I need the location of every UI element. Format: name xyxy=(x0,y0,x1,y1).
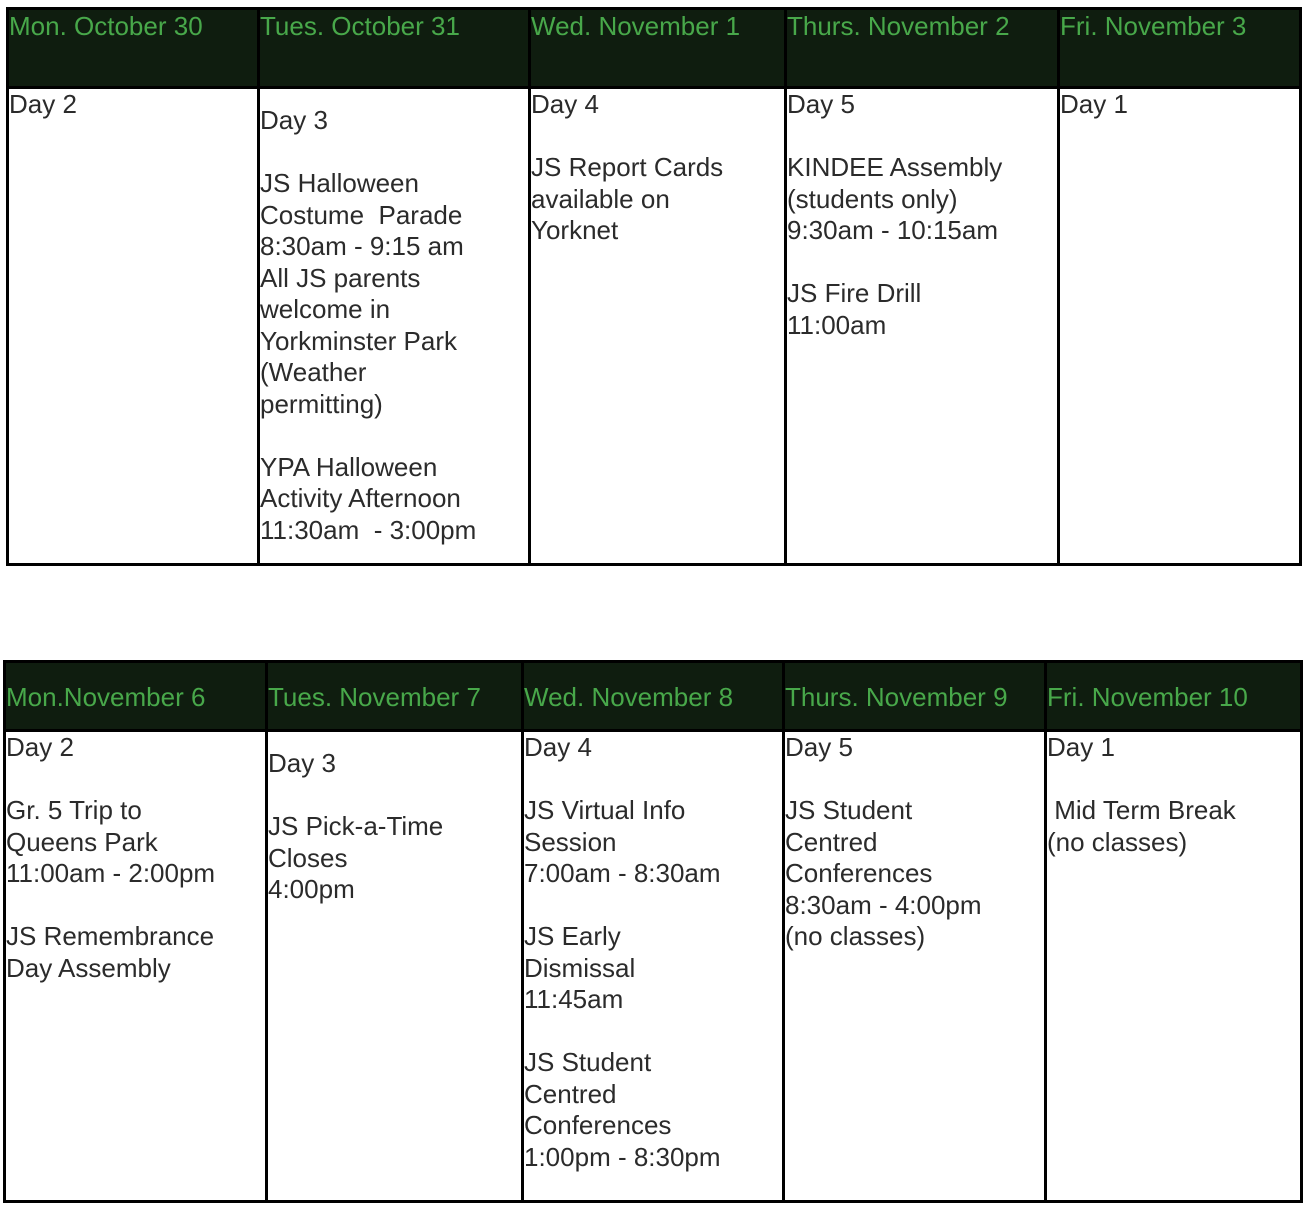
event-text-line: Mid Term Break xyxy=(1047,795,1236,825)
day-cell xyxy=(530,88,786,565)
event-text-line: Yorknet xyxy=(531,215,619,245)
event-text-line: 11:00am - 2:00pm xyxy=(6,858,216,888)
day-number-label: Day 4 xyxy=(524,732,592,762)
event-text-line: 8:30am - 9:15 am xyxy=(260,231,464,261)
day-cell xyxy=(523,731,784,1202)
day-header-thu-nov-2: Thurs. November 2 xyxy=(786,9,1059,88)
calendar-event xyxy=(260,452,528,547)
header-row xyxy=(8,9,1301,88)
events-row xyxy=(5,731,1302,1202)
calendar-event xyxy=(524,921,782,1016)
event-text-line: 9:30am - 10:15am xyxy=(787,215,999,245)
event-text-line: 11:00am xyxy=(787,309,887,340)
event-text-line: Costume Parade xyxy=(260,199,463,230)
event-text-line: Closes xyxy=(268,842,348,873)
event-text-line: JS Report Cards xyxy=(531,152,724,182)
event-text-line: 7:00am - 8:30am xyxy=(524,858,721,888)
event-text-line: JS Pick-a-Time xyxy=(268,811,444,841)
event-text-line: Activity Afternoon xyxy=(260,483,461,513)
event-text-line: Queens Park xyxy=(6,826,158,857)
day-cell xyxy=(5,731,267,1202)
day-cell xyxy=(786,88,1059,565)
day-header-fri-nov-3: Fri. November 3 xyxy=(1059,9,1301,88)
event-text-line: Dismissal xyxy=(524,952,636,983)
calendar-event xyxy=(531,152,784,247)
day-header-thu-nov-9: Thurs. November 9 xyxy=(784,662,1046,731)
event-text-line: 8:30am - 4:00pm xyxy=(785,889,982,920)
calendar-event xyxy=(268,811,521,906)
event-text-line: Centred xyxy=(524,1078,617,1109)
event-text-line: JS Early xyxy=(524,921,621,951)
day-cell xyxy=(1059,88,1301,565)
event-text-line: Conferences xyxy=(785,858,933,888)
event-text-line: Session xyxy=(524,826,617,857)
calendar-event xyxy=(524,1047,782,1173)
day-header-tue-nov-7: Tues. November 7 xyxy=(267,662,523,731)
day-cell xyxy=(267,731,523,1202)
day-number-label: Day 4 xyxy=(531,89,599,119)
day-header-tue-oct-31: Tues. October 31 xyxy=(259,9,530,88)
day-number-label: Day 3 xyxy=(268,748,336,778)
event-text-line: (students only) xyxy=(787,183,958,214)
day-cell xyxy=(784,731,1046,1202)
event-text-line: KINDEE Assembly xyxy=(787,152,1003,182)
event-text-line: 11:30am - 3:00pm xyxy=(260,514,477,545)
day-number-label: Day 5 xyxy=(785,732,853,762)
event-text-line: JS Fire Drill xyxy=(787,278,922,308)
day-number-label: Day 2 xyxy=(6,732,74,762)
calendar-event xyxy=(524,795,782,890)
event-text-line: (Weather xyxy=(260,357,367,387)
day-cell xyxy=(8,88,259,565)
day-cell xyxy=(1046,731,1302,1202)
event-text-line: JS Student xyxy=(524,1047,652,1077)
event-text-line: (no classes) xyxy=(1047,826,1188,857)
events-row xyxy=(8,88,1301,565)
day-header-mon-oct-30: Mon. October 30 xyxy=(8,9,259,88)
event-text-line: available on xyxy=(531,183,670,214)
event-text-line: JS Halloween xyxy=(260,168,419,198)
event-text-line: 1:00pm - 8:30pm xyxy=(524,1141,721,1172)
event-text-line: Day Assembly xyxy=(6,952,171,983)
header-row xyxy=(5,662,1302,731)
calendar-event xyxy=(6,921,265,984)
event-text-line: All JS parents xyxy=(260,262,421,293)
day-header-mon-nov-6: Mon.November 6 xyxy=(5,662,267,731)
calendar-event xyxy=(6,795,265,890)
calendar-event xyxy=(260,168,528,420)
day-header-wed-nov-1: Wed. November 1 xyxy=(530,9,786,88)
day-number-label: Day 2 xyxy=(9,89,77,119)
day-number-label: Day 5 xyxy=(787,89,855,119)
calendar-week-oct30-nov3 xyxy=(6,7,1302,566)
day-header-wed-nov-8: Wed. November 8 xyxy=(523,662,784,731)
event-text-line: YPA Halloween xyxy=(260,451,438,482)
event-text-line: Gr. 5 Trip to xyxy=(6,795,142,825)
event-text-line: Centred xyxy=(785,826,878,857)
calendar-event xyxy=(1047,795,1300,858)
day-number-label: Day 3 xyxy=(260,105,328,135)
day-number-label: Day 1 xyxy=(1047,732,1115,762)
event-text-line: welcome in xyxy=(260,294,391,324)
event-text-line: 4:00pm xyxy=(268,874,355,904)
day-cell xyxy=(259,88,530,565)
event-text-line: JS Remembrance xyxy=(6,921,215,951)
event-text-line: 11:45am xyxy=(524,984,624,1014)
day-header-fri-nov-10: Fri. November 10 xyxy=(1046,662,1302,731)
event-text-line: (no classes) xyxy=(785,921,926,951)
event-text-line: permitting) xyxy=(260,388,383,419)
calendar-event xyxy=(787,152,1057,247)
calendar-week-nov6-nov10 xyxy=(3,660,1303,1203)
event-text-line: JS Virtual Info xyxy=(524,795,686,825)
calendar-event xyxy=(787,278,1057,341)
calendar-event xyxy=(785,795,1044,953)
event-text-line: JS Student xyxy=(785,795,913,825)
day-number-label: Day 1 xyxy=(1060,89,1128,119)
event-text-line: Conferences xyxy=(524,1110,672,1140)
event-text-line: Yorkminster Park xyxy=(260,325,457,356)
